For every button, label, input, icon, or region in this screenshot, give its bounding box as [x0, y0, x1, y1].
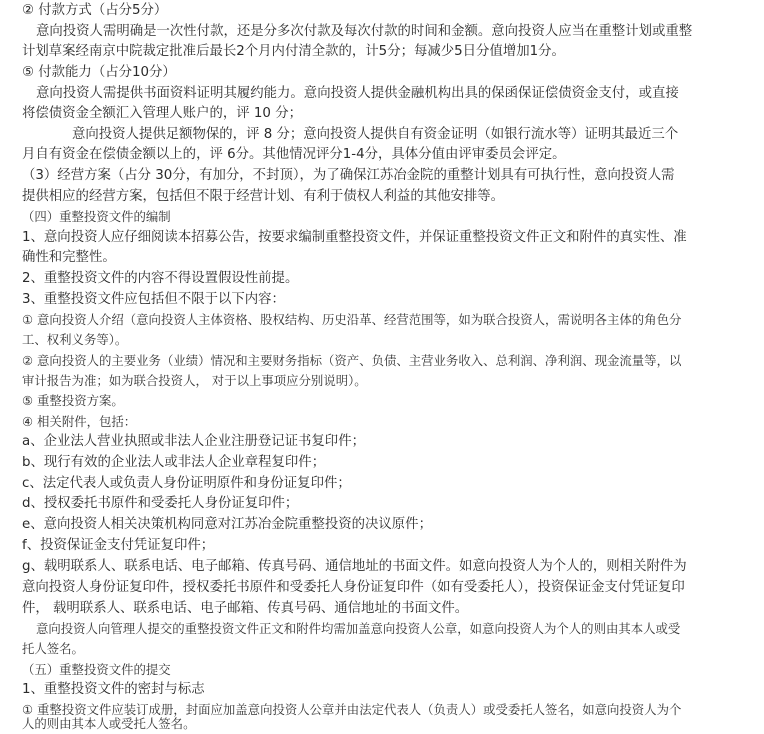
- doc-line: 意向投资人提供足额物保的，评 8 分；意向投资人提供自有资金证明（如银行流水等）证明其最近三个: [72, 127, 679, 142]
- doc-line: ⑤ 重整投资方案。: [22, 393, 124, 408]
- doc-line: 托人签名。: [22, 641, 84, 656]
- doc-line: 意向投资人需提供书面资料证明其履约能力。意向投资人提供金融机构出具的保函保证偿债资金支付，或直接: [36, 86, 679, 101]
- doc-line: 月自有资金在偿债金额以上的，评 6分。其他情况评分1-4分，具体分值由评审委员会评定。: [22, 147, 566, 162]
- doc-line: 提供相应的经营方案，包括但不限于经营计划、有利于债权人利益的其他安排等。: [22, 189, 505, 204]
- doc-line: ① 重整投资文件应装订成册，封面应加盖意向投资人公章并由法定代表人（负责人）或受委托人签名，如意向投资人为个: [22, 702, 682, 717]
- doc-line: 将偿债资金全额汇入管理人账户的，评 10 分；: [22, 106, 302, 121]
- doc-line: e、意向投资人相关决策机构同意对江苏冶金院重整投资的决议原件；: [22, 517, 432, 532]
- doc-line: c、法定代表人或负责人身份证明原件和身份证复印件；: [22, 476, 351, 491]
- doc-line: b、现行有效的企业法人或非法人企业章程复印件；: [22, 455, 326, 470]
- doc-line: ⑤ 付款能力（占分10分）: [22, 65, 176, 80]
- doc-line: 工、权利义务等）。: [22, 332, 128, 347]
- doc-line: 3、重整投资文件应包括但不限于以下内容：: [22, 292, 285, 307]
- doc-line: 人的则由其本人或受托人签名。: [22, 716, 196, 731]
- section-heading: （五）重整投资文件的提交: [22, 662, 171, 677]
- doc-line: f、投资保证金支付凭证复印件；: [22, 538, 215, 553]
- doc-line: 1、意向投资人应仔细阅读本招募公告，按要求编制重整投资文件，并保证重整投资文件正文和附件的真实性、准: [22, 230, 687, 245]
- doc-line: 1、重整投资文件的密封与标志: [22, 682, 205, 697]
- doc-line: 计划草案经南京中院裁定批准后最长2个月内付清全款的，计5分；每减少5日分值增加1分。: [22, 44, 565, 59]
- doc-line: 2、重整投资文件的内容不得设置假设性前提。: [22, 271, 299, 286]
- doc-line: 审计报告为准；如为联合投资人， 对于以上事项应分别说明）。: [22, 373, 367, 388]
- doc-line: ④ 相关附件，包括：: [22, 414, 137, 429]
- doc-line: ① 意向投资人介绍（意向投资人主体资格、股权结构、历史沿革、经营范围等，如为联合投资人，需说明各主体的角色分: [22, 312, 682, 327]
- doc-line: 件， 载明联系人、联系电话、电子邮箱、传真号码、通信地址的书面文件。: [22, 601, 469, 616]
- doc-line: a、企业法人营业执照或非法人企业注册登记证书复印件；: [22, 434, 365, 449]
- doc-line: ② 意向投资人的主要业务（业绩）情况和主要财务指标（资产、负债、主营业务收入、总利润、净利润、现金流量等，以: [22, 353, 682, 368]
- doc-line: ② 付款方式（占分5分）: [22, 3, 168, 18]
- doc-line: 确性和完整性。: [22, 250, 116, 265]
- doc-line: g、载明联系人、联系电话、电子邮箱、传真号码、通信地址的书面文件。如意向投资人为个人的，则相关附件为: [22, 559, 687, 574]
- doc-line: 意向投资人需明确是一次性付款，还是分多次付款及每次付款的时间和金额。意向投资人应当在重整计划或重整: [36, 24, 693, 39]
- doc-line: 意向投资人向管理人提交的重整投资文件正文和附件均需加盖意向投资人公章，如意向投资人为个人的则由其本人或受: [36, 621, 681, 636]
- doc-line: （3）经营方案（占分 30分，有加分，不封顶），为了确保江苏冶金院的重整计划具有可执行性，意向投资人需: [22, 168, 675, 183]
- doc-line: d、授权委托书原件和受委托人身份证复印件；: [22, 496, 299, 511]
- section-heading: （四）重整投资文件的编制: [22, 209, 171, 224]
- doc-line: 意向投资人身份证复印件，授权委托书原件和受委托人身份证复印件（如有受委托人），投资保证金支付凭证复印: [22, 580, 685, 595]
